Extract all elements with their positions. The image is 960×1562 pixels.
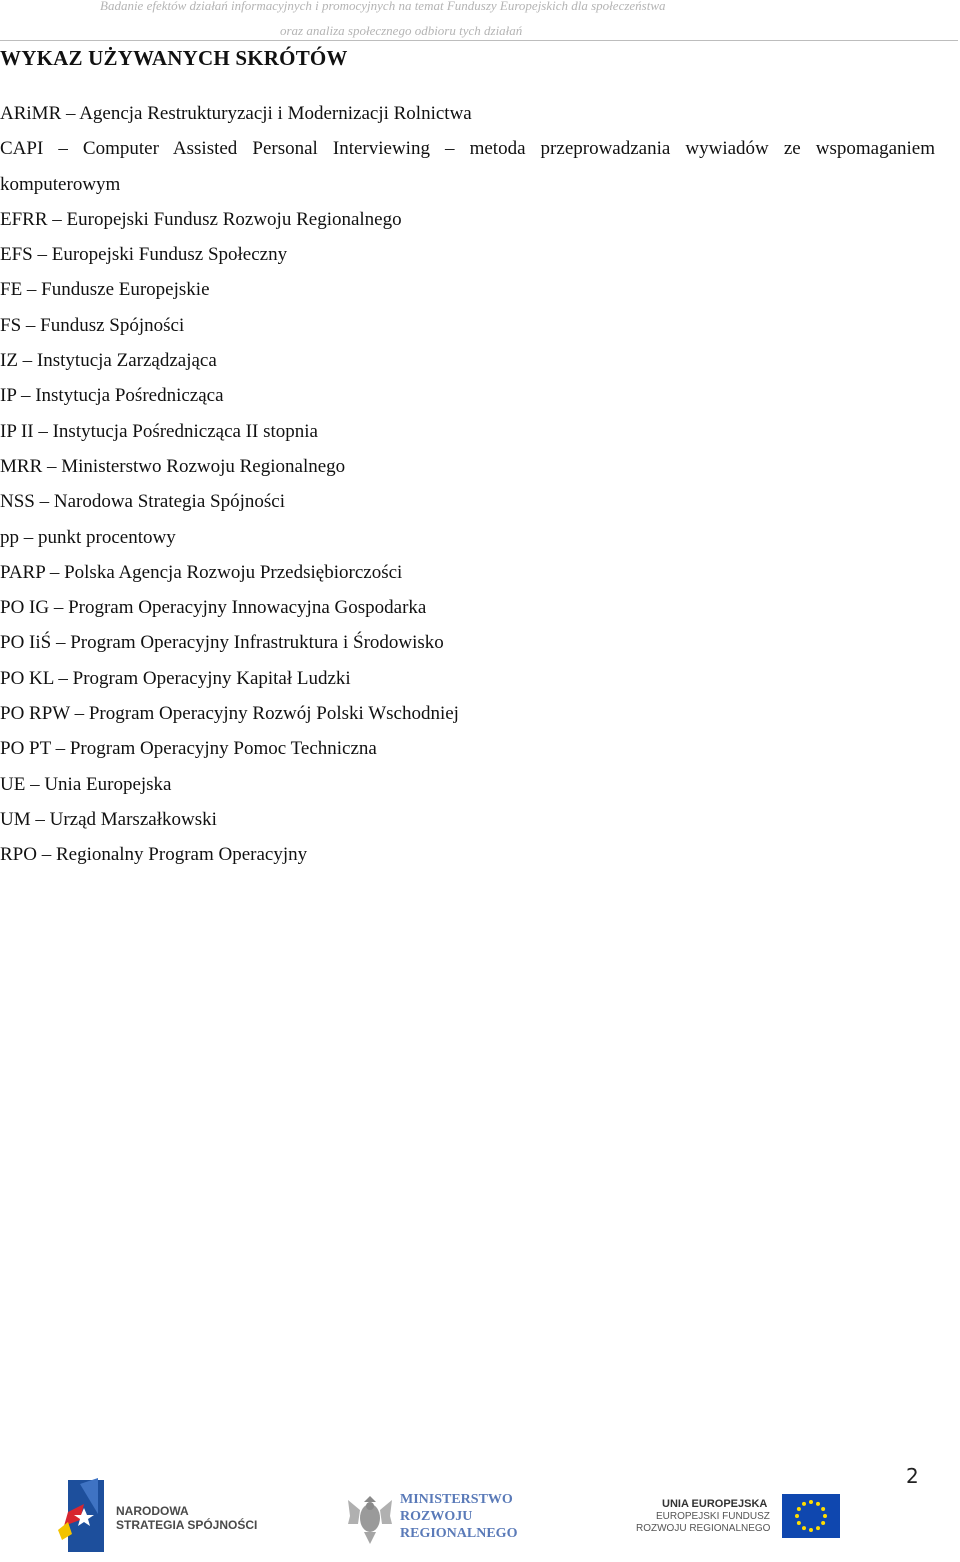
eu-logo-line-1: UNIA EUROPEJSKA [662,1498,768,1510]
abbreviation-item: FE – Fundusze Europejskie [0,279,210,301]
abbreviation-item: FS – Fundusz Spójności [0,314,185,336]
abbreviation-item: CAPI – Computer Assisted Personal Interviewing – metoda przeprowadzania wywiadów ze wspomaganiem komputerowym [0,138,935,195]
eu-star [816,1502,820,1506]
nss-logo-line-2: STRATEGIA SPÓJNOŚCI [116,1518,258,1532]
eu-star [809,1528,813,1532]
abbreviation-item: IP II – Instytucja Pośrednicząca II stopnia [0,420,318,442]
abbreviation-item: PO KL – Program Operacyjny Kapitał Ludzki [0,667,351,689]
abbreviation-item: IP – Instytucja Pośrednicząca [0,385,224,407]
eu-star [816,1526,820,1530]
eu-star [795,1514,799,1518]
eu-star [809,1500,813,1504]
nss-logo-line-1: NARODOWA [116,1504,189,1518]
abbreviation-item: UE – Unia Europejska [0,773,172,795]
abbreviation-item: EFS – Europejski Fundusz Społeczny [0,244,288,266]
eu-star [797,1521,801,1525]
mrr-logo [348,1490,538,1550]
abbreviation-item: PO PT – Program Operacyjny Pomoc Techniczna [0,738,377,760]
eagle-emblem-icon [348,1494,392,1546]
header-line-1: Badanie efektów działań informacyjnych i promocyjnych na temat Funduszy Europejskich dla społeczeństwa [100,0,666,13]
eu-star [802,1502,806,1506]
nss-emblem-icon [58,1474,114,1554]
header-line-2: oraz analiza społecznego odbioru tych działań [280,23,523,38]
eu-star [802,1526,806,1530]
mrr-logo-line-2: ROZWOJU [400,1509,473,1524]
page-title: WYKAZ UŻYWANYCH SKRÓTÓW [0,46,348,70]
abbreviation-item: IZ – Instytucja Zarządzająca [0,350,217,372]
eu-star [821,1507,825,1511]
footer-logos [0,1470,960,1560]
mrr-logo-line-3: REGIONALNEGO [400,1526,518,1541]
eu-star [823,1514,827,1518]
eu-star [797,1507,801,1511]
abbreviation-item: PO IG – Program Operacyjny Innowacyjna Gospodarka [0,597,427,619]
eu-logo-line-3: ROZWOJU REGIONALNEGO [636,1523,771,1534]
abbreviation-list [0,96,935,873]
abbreviation-item: PARP – Polska Agencja Rozwoju Przedsiębiorczości [0,561,403,583]
abbreviation-item: EFRR – Europejski Fundusz Rozwoju Regionalnego [0,208,402,230]
page-number: 2 [906,1464,919,1488]
eu-logo [632,1490,852,1550]
abbreviation-item: UM – Urząd Marszałkowski [0,808,217,830]
abbreviation-item: pp – punkt procentowy [0,526,176,548]
abbreviation-item: NSS – Narodowa Strategia Spójności [0,491,285,513]
running-header [0,0,960,42]
abbreviation-item: MRR – Ministerstwo Rozwoju Regionalnego [0,455,346,477]
abbreviation-item: PO RPW – Program Operacyjny Rozwój Polski Wschodniej [0,703,459,725]
mrr-logo-line-1: MINISTERSTWO [400,1492,513,1507]
abbreviation-item: ARiMR – Agencja Restrukturyzacji i Modernizacji Rolnictwa [0,103,472,124]
abbreviation-item: RPO – Regionalny Program Operacyjny [0,844,308,866]
eu-flag-icon [782,1494,840,1538]
nss-logo [58,1474,258,1554]
eu-star [821,1521,825,1525]
abbreviation-item: PO IiŚ – Program Operacyjny Infrastruktura i Środowisko [0,632,444,654]
eu-logo-line-2: EUROPEJSKI FUNDUSZ [656,1511,770,1522]
header-rule [0,40,958,41]
